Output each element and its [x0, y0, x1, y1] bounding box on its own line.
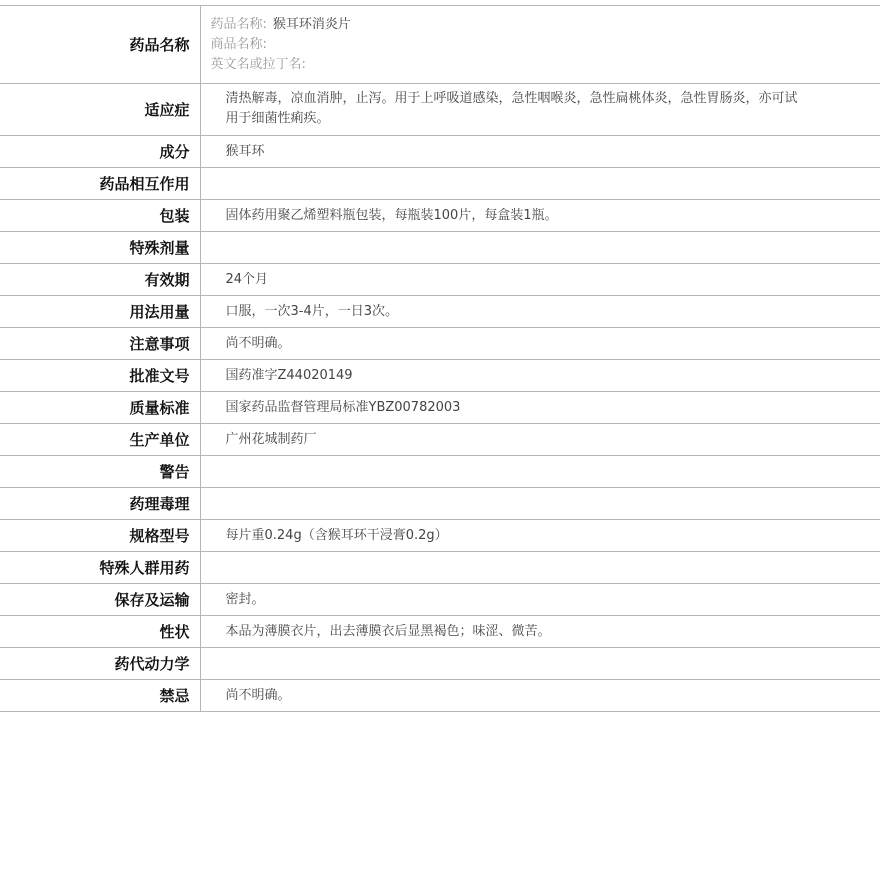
row-label: 有效期 [0, 264, 200, 296]
row-label: 禁忌 [0, 680, 200, 712]
row-value: 24个月 [225, 271, 269, 287]
row-label: 适应症 [0, 84, 200, 136]
row-value: 国药准字Z44020149 [225, 367, 353, 383]
row-value: 固体药用聚乙烯塑料瓶包装，每瓶装100片，每盒装1瓶。 [225, 207, 558, 223]
row-value [200, 488, 880, 520]
table-row-precautions [0, 328, 880, 360]
table-row-packaging [0, 200, 880, 232]
row-label: 保存及运输 [0, 584, 200, 616]
generic-name-line [211, 15, 880, 35]
table-row-description [0, 616, 880, 648]
row-label: 药品相互作用 [0, 168, 200, 200]
row-label: 药理毒理 [0, 488, 200, 520]
row-value [200, 456, 880, 488]
table-row-storage [0, 584, 880, 616]
english-name-label: 英文名或拉丁名: [210, 57, 306, 72]
row-label: 特殊剂量 [0, 232, 200, 264]
row-label: 注意事项 [0, 328, 200, 360]
table-row-manufacturer [0, 424, 880, 456]
row-value [200, 648, 880, 680]
row-label: 批准文号 [0, 360, 200, 392]
table-row-dosage [0, 296, 880, 328]
table-row-contraindications [0, 680, 880, 712]
row-value: 猴耳环 [225, 143, 265, 159]
row-value: 本品为薄膜衣片，出去薄膜衣后显黑褐色；味涩、微苦。 [225, 623, 551, 639]
english-name-line [211, 55, 880, 75]
drug-info-table [0, 5, 880, 712]
trade-name-label: 商品名称: [210, 37, 267, 52]
row-label: 生产单位 [0, 424, 200, 456]
row-label: 用法用量 [0, 296, 200, 328]
table-row-special-populations [0, 552, 880, 584]
row-label: 成分 [0, 136, 200, 168]
table-row-approval-number [0, 360, 880, 392]
row-label: 警告 [0, 456, 200, 488]
table-row-drug-interactions [0, 168, 880, 200]
row-value [200, 232, 880, 264]
row-value [200, 552, 880, 584]
row-value: 尚不明确。 [225, 335, 291, 351]
row-label: 药代动力学 [0, 648, 200, 680]
table-row-indications [0, 84, 880, 136]
row-label: 规格型号 [0, 520, 200, 552]
row-label: 质量标准 [0, 392, 200, 424]
table-row-specification [0, 520, 880, 552]
table-row-pharmacology [0, 488, 880, 520]
row-value: 口服，一次3-4片，一日3次。 [225, 303, 399, 319]
row-value: 清热解毒，凉血消肿，止泻。用于上呼吸道感染，急性咽喉炎，急性扁桃体炎，急性胃肠炎，亦可试用于细菌性痢疾。 [225, 91, 798, 126]
table-row-special-dosage [0, 232, 880, 264]
row-label-drug-name: 药品名称 [0, 6, 200, 84]
row-value: 尚不明确。 [225, 687, 291, 703]
table-row-drug-name [0, 6, 880, 84]
table-row-quality-standard [0, 392, 880, 424]
row-label: 包装 [0, 200, 200, 232]
row-label: 性状 [0, 616, 200, 648]
row-value-drug-name [200, 6, 880, 84]
generic-name-value: 猴耳环消炎片 [272, 17, 351, 32]
table-row-warning [0, 456, 880, 488]
row-value: 国家药品监督管理局标准YBZ00782003 [225, 399, 461, 415]
row-label: 特殊人群用药 [0, 552, 200, 584]
table-row-ingredients [0, 136, 880, 168]
row-value: 广州花城制药厂 [225, 431, 317, 447]
row-value: 密封。 [225, 591, 265, 607]
generic-name-label: 药品名称: [210, 17, 267, 32]
row-value: 每片重0.24g（含猴耳环干浸膏0.2g） [225, 527, 448, 543]
table-row-pharmacokinetics [0, 648, 880, 680]
row-value [200, 168, 880, 200]
table-row-shelf-life [0, 264, 880, 296]
trade-name-line [211, 35, 880, 55]
